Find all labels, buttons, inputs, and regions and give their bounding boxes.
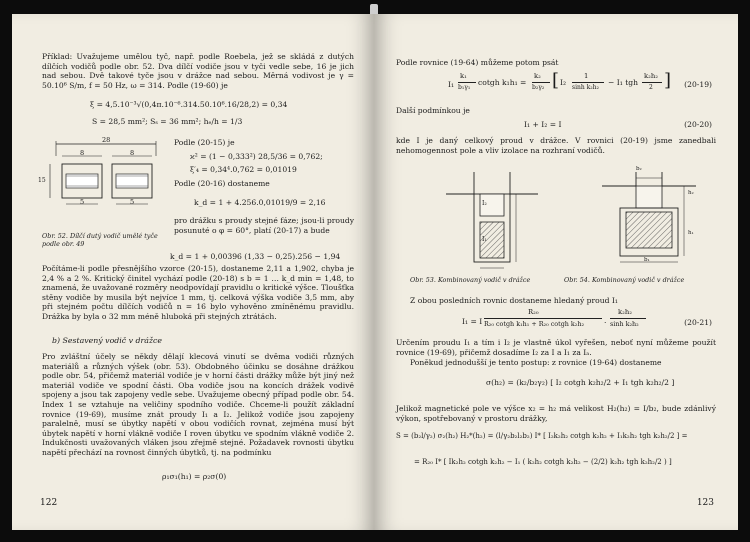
figure-52-dim-c: 5 xyxy=(80,198,85,206)
left-equation-xi: ξ = 4,5.10⁻³√(0,4π.10⁻⁶.314.50.10⁶.16/28,2) = 0,34 xyxy=(90,100,288,109)
left-equation-kappa: ϰ² = (1 − 0,333²) 28,5/36 = 0,762; xyxy=(190,152,323,161)
equation-number-20-19: (20-19) xyxy=(684,80,712,89)
left-equation-rho: ρ₁σ₁(h₁) = ρ₂σ(0) xyxy=(162,472,227,481)
eq-20-19-mid: cotgh k₁h₁ = xyxy=(478,78,527,87)
equation-20-21 xyxy=(462,308,682,336)
fig-label-b2: b₂ xyxy=(636,166,642,172)
left-paragraph-3: Pro zvláštní účely se někdy dělají klecová vinutí se dvěma vodiči různých materiálů a různých výšek (obr. 53). Obdobného účinku se dosáhne drážkou podle obr. 54, přičemž materiál vodiče je v horní části drážky může být jiný než materiál vodiče ve spodní části. Oba vodiče jsou na koncích drážek vodivě spojeny a jsou tak zapojeny vedle sebe. Uvažujeme obecný případ podle obr. 54. Index 1 se vztahuje na veličiny spodního vodiče. Chceme-li použít základní rovnice (19-69), musíme znát proudy I₁ a I₂. Jelikož vodiče jsou zapojeny paralelně, musí se úbytky napětí v obou vodičích rovnat, zejména musí být úbytek napětí v horní vlákně vodiče I roven úbytku ve spodním vlákně vodiče 2. Indukčnosti uvažovaných vláken jsou zřejmě stejné. Požadavek rovnosti úbytku napětí přechází na rovnost činných úbytků, tj. na podmínku xyxy=(42,352,354,457)
left-page xyxy=(12,14,374,530)
page-number-right: 123 xyxy=(696,498,714,508)
left-equation-kd2: k_d = 1 + 0,00396 (1,33 − 0,25).256 − 1,94 xyxy=(170,252,341,261)
figure-53-combined-conductor xyxy=(438,164,548,274)
section-heading: b) Sestavený vodič v drážce xyxy=(52,336,162,345)
eq-20-19-frac3-num: 1 xyxy=(584,72,589,80)
fig-label-b1: b₁ xyxy=(644,257,650,263)
eq-20-19-frac4-den: 2 xyxy=(649,84,653,91)
eq-20-21-frac-num: k₂h₂ xyxy=(618,308,632,316)
left-intro-paragraph: Příklad: Uvažujeme umělou tyč, např. podle Roebela, jež se skládá z dutých dílčích vodičů podle obr. 52. Dva dílčí vodiče jsou v tyči vedle sebe, 16 je jich nad sebou. Dvě takové tyče jsou v drážce nad sebou. Měrná vodivost je γ = 50.10⁶ S/m, f = 50 Hz, ω = 314. Podle (19-60) je xyxy=(42,52,354,90)
figure-52-dim-d: 5 xyxy=(130,198,135,206)
eq-20-19-bracket-b: − I₁ tgh xyxy=(608,78,639,87)
right-paragraph-3: Poněkud jednodušší je tento postup: z rovnice (19-64) dostaneme xyxy=(410,358,662,367)
right-paragraph-4: Jelikož magnetické pole ve výšce x₂ = h₂ má velikost H₂(h₂) = I/b₂, bude zdánlivý výkon, spotřebovaný v prostoru drážky, xyxy=(396,404,716,423)
eq-20-19-frac3-den: sinh k₂h₂ xyxy=(572,84,599,91)
equation-number-20-20: (20-20) xyxy=(684,120,712,129)
eq-20-21-den: R₂₀ cotgh k₁h₁ + R₂₀ cotgh k₂h₂ xyxy=(484,320,585,328)
equation-20-19: I₁ k₁ b₁γ₁ cotgh k₁h₁ = k₂ b₂γ₂ [ I₂ 1 sinh k₂h₂ − I₁ tgh k₂h₂ 2 ] xyxy=(448,70,672,91)
right-line-1: Podle rovnice (19-64) můžeme potom psát xyxy=(396,58,559,67)
eq-20-19-bracket-a: I₂ xyxy=(560,78,567,87)
fig-label-l2: I₂ xyxy=(482,200,487,207)
figure-52-dim-b: 8 xyxy=(130,149,135,157)
fig-label-h1: h₁ xyxy=(688,230,694,236)
eq-20-21-lhs: I₁ = I xyxy=(462,317,483,326)
eq-20-19-frac2-num: k₂ xyxy=(534,72,541,80)
left-equation-kd1: k_d = 1 + 4.256.0,01019/9 = 2,16 xyxy=(194,198,326,207)
left-col-text-2: Podle (20-16) dostaneme xyxy=(174,179,270,188)
equation-sigma-h2: σ(h₂) = (k₂/b₂γ₂) [ I₂ cotgh k₂h₂/2 + I₁ tgh k₂h₂/2 ] xyxy=(486,378,675,387)
left-paragraph-2: Počítáme-li podle přesnějšího vzorce (20-15), dostaneme 2,11 a 1,902, chyba je 2,4 % a 2 %. Kritický činitel vychází podle (20-18) s b = 1 … k_d min = 1,48, to znamená, že uvažované rozměry neodpovídají pravidlu o kritické výšce. Tloušťka stěny vodiče by musila být nejvíce 1 mm, tj. celková výška vodiče 3,5 mm, aby při stejném počtu dílčích vodičů n = 16 bylo vyhověno zmíněnému pravidlu. Drážka by byla o 32 mm méně hluboká při stejných ztrátách. xyxy=(42,264,354,321)
fig-label-l1: I₁ xyxy=(482,236,487,243)
figure-52-dim-top: 28 xyxy=(102,136,111,144)
figure-53-caption: Obr. 53. Kombinovaný vodič v drážce xyxy=(410,276,531,284)
left-col-text-1: Podle (20-15) je xyxy=(174,138,235,147)
fig-label-h2: h₂ xyxy=(688,190,694,196)
eq-20-19-lhs: I₁ xyxy=(448,80,455,89)
page-number-left: 122 xyxy=(40,498,58,508)
right-line-3: Z obou posledních rovnic dostaneme hledaný proud I₁ xyxy=(410,296,618,305)
equation-power-line1: S = (b₂l/γ₂) σ₂(h₂) H₂*(h₂) = (l/γ₂b₂l₂b₂) I* [ I₂k₂h₂ cotgh k₂h₂ + I₁k₂h₂ tgh k₂h₂/2 ] = xyxy=(396,432,688,440)
equation-number-20-21: (20-21) xyxy=(684,318,712,327)
eq-20-21-num: R₂₀ xyxy=(528,308,539,316)
figure-52-dim-side: 15 xyxy=(38,177,46,184)
figure-52-hollow-conductor xyxy=(36,138,160,228)
figure-54-combined-conductor xyxy=(596,164,706,274)
eq-20-19-frac2-den: b₂γ₂ xyxy=(532,84,545,91)
equation-20-20: I₁ + I₂ = I xyxy=(524,120,562,129)
figure-52-caption: Obr. 52. Dílčí dutý vodič umělé tyče podle obr. 49 xyxy=(42,232,158,248)
eq-20-19-frac1-den: b₁γ₁ xyxy=(458,84,471,91)
left-col-text-3: pro drážku s proudy stejné fáze; jsou-li proudy posunuté o φ = 60°, platí (20-17) a bude xyxy=(174,216,354,235)
eq-20-21-frac-den: sinh k₂h₂ xyxy=(610,320,639,328)
eq-20-19-frac1-num: k₁ xyxy=(460,72,467,80)
equation-power-line2: = R₂₀ I* [ Ik₂h₂ cotgh k₂h₂ − I₁ ( k₂h₂ cotgh k₂h₂ − (2/2) k₂h₂ tgh k₂h₂/2 ) ] xyxy=(414,458,672,466)
left-equation-xi4: ξ′₄ = 0,34⁴.0,762 = 0,01019 xyxy=(190,165,297,174)
left-equation-s: S = 28,5 mm²; Sₛ = 36 mm²; hₑ/h = 1/3 xyxy=(92,117,243,126)
right-line-2: Další podmínkou je xyxy=(396,106,470,115)
right-page xyxy=(374,14,738,530)
eq-20-19-frac4-num: k₂h₂ xyxy=(644,72,658,80)
figure-54-caption: Obr. 54. Kombinovaný vodič v drážce xyxy=(564,276,685,284)
right-paragraph-2: Určením proudu I₁ a tím i I₂ je vlastně úkol vyřešen, neboť nyní můžeme použít rovnice (19-69), přičemž dosadíme I₂ za I a I₁ za Iₐ. xyxy=(396,338,716,357)
eq-20-21-tail: . xyxy=(604,316,607,325)
figure-52-dim-a: 8 xyxy=(80,149,85,157)
right-paragraph-1: kde I je daný celkový proud v drážce. V rovnici (20-19) jsme zanedbali nehomogennost pole a vliv izolace na rozhraní vodičů. xyxy=(396,136,716,155)
